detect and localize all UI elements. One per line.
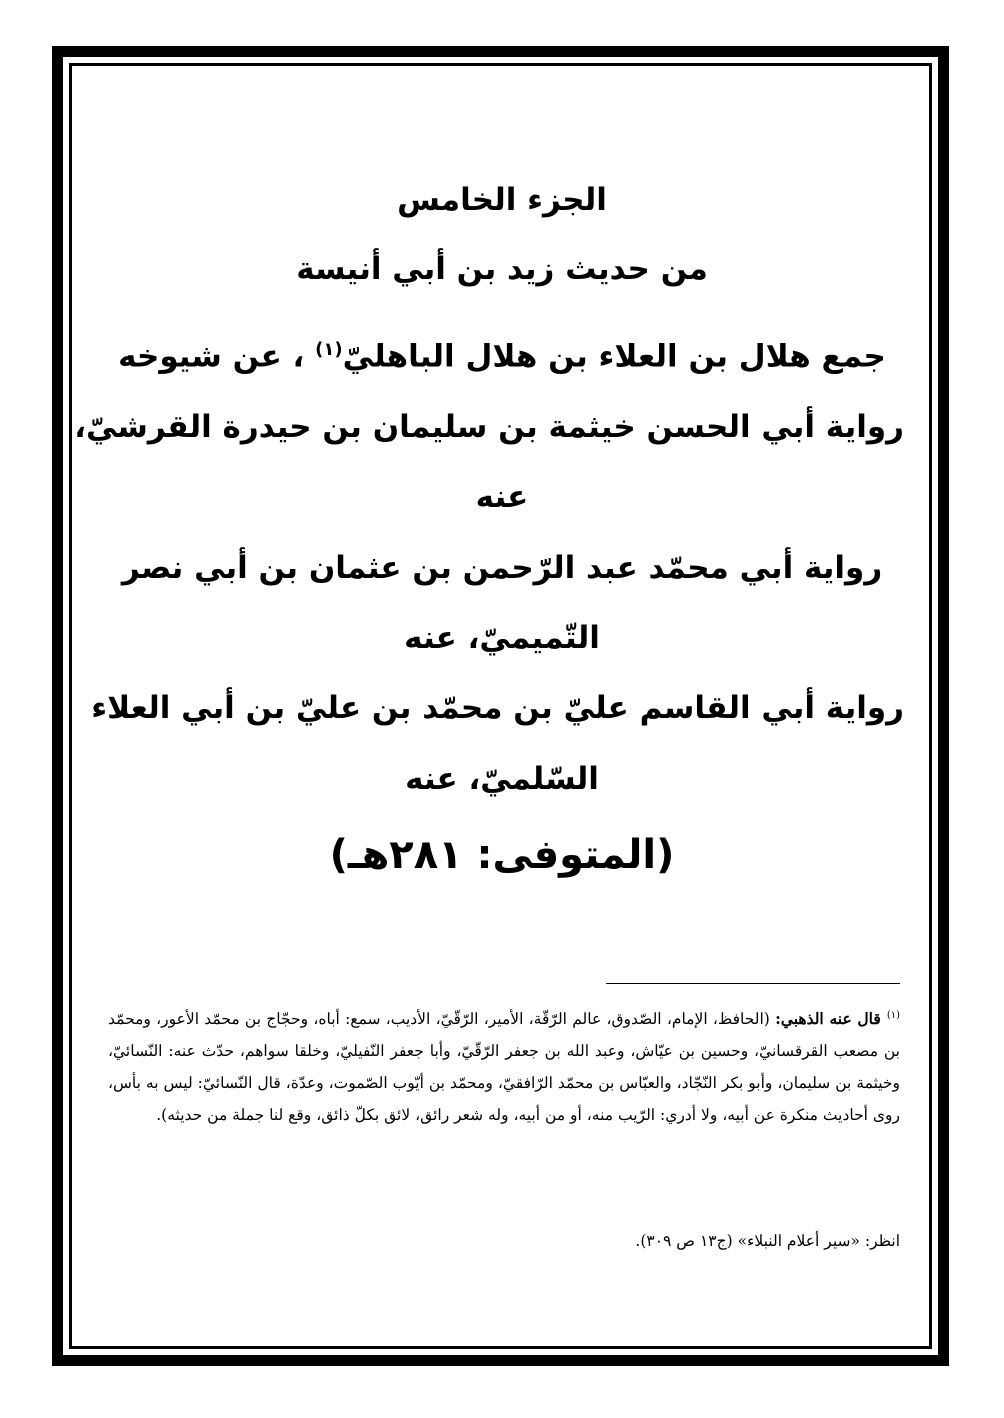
title-narration-3: رواية أبي القاسم عليّ بن محمّد بن عليّ بن أبي العلاء (91, 690, 904, 726)
title-narration-1: رواية أبي الحسن خيثمة بن سليمان بن حيدرة القرشيّ، (74, 409, 904, 445)
footnote-ref-marker: (١) (315, 339, 343, 360)
title-from-him-1: عنه (475, 479, 529, 515)
footnote-body (108, 1000, 900, 1131)
title-compiler (100, 330, 904, 376)
footnote-marker: (١) (886, 1010, 900, 1021)
title-narration-2-cont: التّميميّ، عنه (404, 620, 600, 656)
compiler-tail: ، عن شيوخه (118, 338, 305, 375)
title-narration-2: رواية أبي محمّد عبد الرّحمن بن عثمان بن أبي نصر (121, 550, 883, 586)
title-narration-3-cont: السّلميّ، عنه (405, 761, 599, 797)
title-part: الجزء الخامس (397, 182, 607, 218)
footnote-separator (606, 983, 900, 984)
title-hadith: من حديث زيد بن أبي أنيسة (296, 251, 708, 287)
title-page (74, 0, 904, 1418)
footnote-reference: انظر: «سير أعلام النبلاء» (ج١٣ ص ٣٠٩). (635, 1232, 900, 1250)
footnote-lead: قال عنه الذهبي: (775, 1009, 881, 1029)
compiler-name: جمع هلال بن العلاء بن هلال الباهليّ (342, 338, 886, 375)
footnote-text: (الحافظ، الإمام، الصّدوق، عالم الرّقّة، الأمير، الرّقّيّ، الأديب، سمع: أباه، وحجّاج بن محمّد الأعور، ومحمّد بن مصعب القرقسانيّ، وحسين بن عيّاش، وعبد الله بن جعفر الرّقّيّ، وأبا جعفر النّفيليّ، وخلقا سواهم، حدّث عنه: النّسائيّ، وخيثمة بن سليمان، وأبو بكر النّجّاد، والعبّاس بن محمّد الرّافقيّ، ومحمّد بن أيّوب الصّموت، وعدّة، قال النّسائيّ: ليس به بأس، روى أحاديث منكرة عن أبيه، ولا أدري: الرّيب منه، أو من أبيه، وله شعر رائق، لائق بكلّ ذائق، وقع لنا جملة من حديثه). (108, 1010, 900, 1125)
death-date: (المتوفى: ٢٨١هـ) (329, 832, 675, 878)
